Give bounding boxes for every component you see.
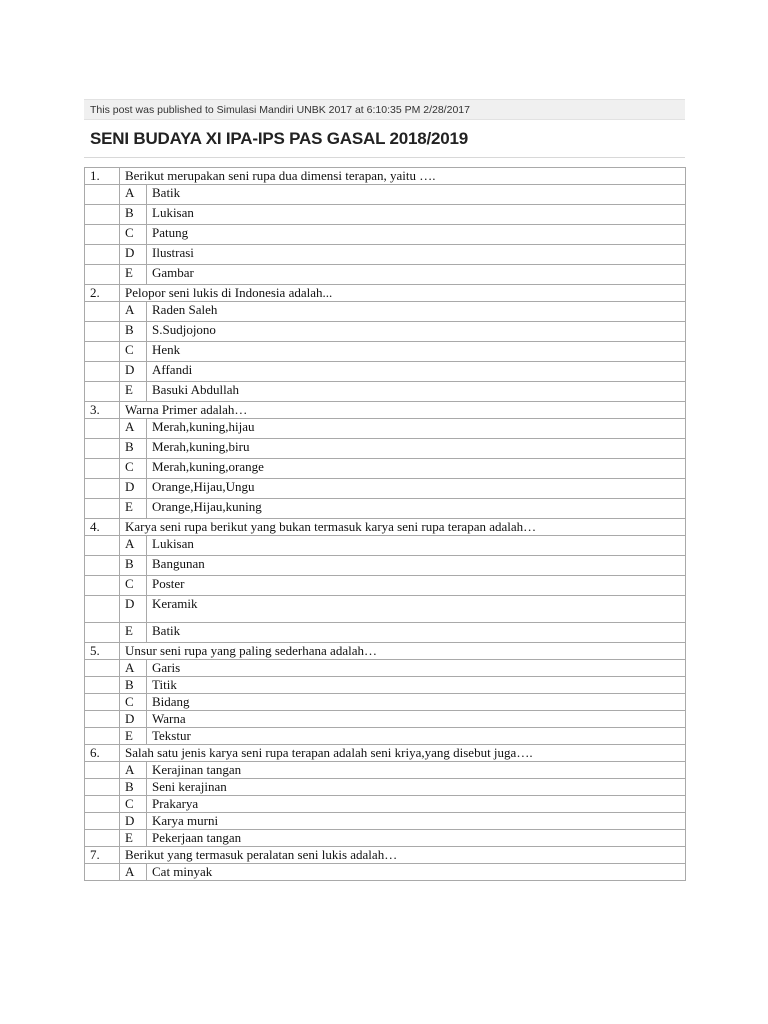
option-row	[85, 185, 686, 205]
option-row	[85, 536, 686, 556]
question-row	[85, 285, 686, 302]
question-text: Salah satu jenis karya seni rupa terapan adalah seni kriya,yang disebut juga….	[120, 745, 686, 762]
question-row	[85, 168, 686, 185]
option-letter: A	[120, 864, 147, 881]
option-row	[85, 556, 686, 576]
option-text: Raden Saleh	[147, 302, 686, 322]
option-text: Merah,kuning,orange	[147, 459, 686, 479]
option-text: Henk	[147, 342, 686, 362]
option-letter: B	[120, 677, 147, 694]
option-letter: D	[120, 479, 147, 499]
option-letter: D	[120, 711, 147, 728]
option-letter: E	[120, 623, 147, 643]
option-row	[85, 342, 686, 362]
option-letter: D	[120, 596, 147, 623]
option-text: Prakarya	[147, 796, 686, 813]
option-row	[85, 322, 686, 342]
question-text: Warna Primer adalah…	[120, 402, 686, 419]
option-letter: C	[120, 342, 147, 362]
question-number: 6.	[85, 745, 120, 762]
question-text: Unsur seni rupa yang paling sederhana adalah…	[120, 643, 686, 660]
option-text: Gambar	[147, 265, 686, 285]
option-letter: C	[120, 796, 147, 813]
option-row	[85, 660, 686, 677]
option-letter: E	[120, 499, 147, 519]
option-text: Bangunan	[147, 556, 686, 576]
option-row	[85, 499, 686, 519]
option-row	[85, 302, 686, 322]
option-text: Bidang	[147, 694, 686, 711]
option-text: Merah,kuning,hijau	[147, 419, 686, 439]
option-letter: E	[120, 265, 147, 285]
option-text: Merah,kuning,biru	[147, 439, 686, 459]
option-text: Titik	[147, 677, 686, 694]
option-row	[85, 830, 686, 847]
option-letter: B	[120, 556, 147, 576]
option-row	[85, 576, 686, 596]
option-text: Basuki Abdullah	[147, 382, 686, 402]
question-number: 1.	[85, 168, 120, 185]
option-row	[85, 694, 686, 711]
option-row	[85, 205, 686, 225]
publish-info: This post was published to Simulasi Mandiri UNBK 2017 at 6:10:35 PM 2/28/2017	[84, 99, 685, 120]
question-text: Berikut merupakan seni rupa dua dimensi terapan, yaitu ….	[120, 168, 686, 185]
option-row	[85, 245, 686, 265]
option-row	[85, 439, 686, 459]
option-row	[85, 623, 686, 643]
question-text: Pelopor seni lukis di Indonesia adalah...	[120, 285, 686, 302]
option-letter: A	[120, 660, 147, 677]
option-text: Warna	[147, 711, 686, 728]
option-letter: B	[120, 439, 147, 459]
option-letter: E	[120, 382, 147, 402]
option-row	[85, 596, 686, 623]
option-text: Patung	[147, 225, 686, 245]
option-letter: C	[120, 459, 147, 479]
option-text: Lukisan	[147, 205, 686, 225]
option-text: Keramik	[147, 596, 686, 623]
question-row	[85, 402, 686, 419]
question-text: Berikut yang termasuk peralatan seni lukis adalah…	[120, 847, 686, 864]
option-letter: A	[120, 302, 147, 322]
option-text: Batik	[147, 623, 686, 643]
option-row	[85, 479, 686, 499]
option-row	[85, 382, 686, 402]
option-text: Seni kerajinan	[147, 779, 686, 796]
option-text: Orange,Hijau,kuning	[147, 499, 686, 519]
question-number: 5.	[85, 643, 120, 660]
option-letter: B	[120, 205, 147, 225]
option-row	[85, 864, 686, 881]
option-letter: D	[120, 362, 147, 382]
option-row	[85, 459, 686, 479]
question-row	[85, 643, 686, 660]
question-text: Karya seni rupa berikut yang bukan termasuk karya seni rupa terapan adalah…	[120, 519, 686, 536]
option-row	[85, 728, 686, 745]
option-text: Kerajinan tangan	[147, 762, 686, 779]
option-text: Affandi	[147, 362, 686, 382]
option-text: Garis	[147, 660, 686, 677]
question-row	[85, 519, 686, 536]
option-row	[85, 762, 686, 779]
question-row	[85, 847, 686, 864]
option-letter: A	[120, 762, 147, 779]
option-row	[85, 419, 686, 439]
option-letter: E	[120, 728, 147, 745]
page-title: SENI BUDAYA XI IPA-IPS PAS GASAL 2018/2019	[84, 129, 685, 158]
option-text: Lukisan	[147, 536, 686, 556]
option-text: Tekstur	[147, 728, 686, 745]
question-row	[85, 745, 686, 762]
option-row	[85, 813, 686, 830]
option-letter: B	[120, 322, 147, 342]
option-letter: C	[120, 225, 147, 245]
option-text: Ilustrasi	[147, 245, 686, 265]
option-letter: D	[120, 245, 147, 265]
option-row	[85, 677, 686, 694]
option-letter: A	[120, 419, 147, 439]
option-letter: C	[120, 576, 147, 596]
option-text: Batik	[147, 185, 686, 205]
option-text: Cat minyak	[147, 864, 686, 881]
option-text: Poster	[147, 576, 686, 596]
question-number: 4.	[85, 519, 120, 536]
option-letter: B	[120, 779, 147, 796]
option-letter: E	[120, 830, 147, 847]
option-letter: C	[120, 694, 147, 711]
question-number: 2.	[85, 285, 120, 302]
option-row	[85, 796, 686, 813]
option-text: Orange,Hijau,Ungu	[147, 479, 686, 499]
option-row	[85, 265, 686, 285]
option-text: S.Sudjojono	[147, 322, 686, 342]
document-header	[84, 99, 685, 158]
option-text: Karya murni	[147, 813, 686, 830]
option-row	[85, 225, 686, 245]
question-number: 3.	[85, 402, 120, 419]
option-row	[85, 779, 686, 796]
question-number: 7.	[85, 847, 120, 864]
option-letter: A	[120, 185, 147, 205]
question-table	[84, 167, 686, 881]
option-letter: D	[120, 813, 147, 830]
option-row	[85, 362, 686, 382]
option-text: Pekerjaan tangan	[147, 830, 686, 847]
option-letter: A	[120, 536, 147, 556]
option-row	[85, 711, 686, 728]
